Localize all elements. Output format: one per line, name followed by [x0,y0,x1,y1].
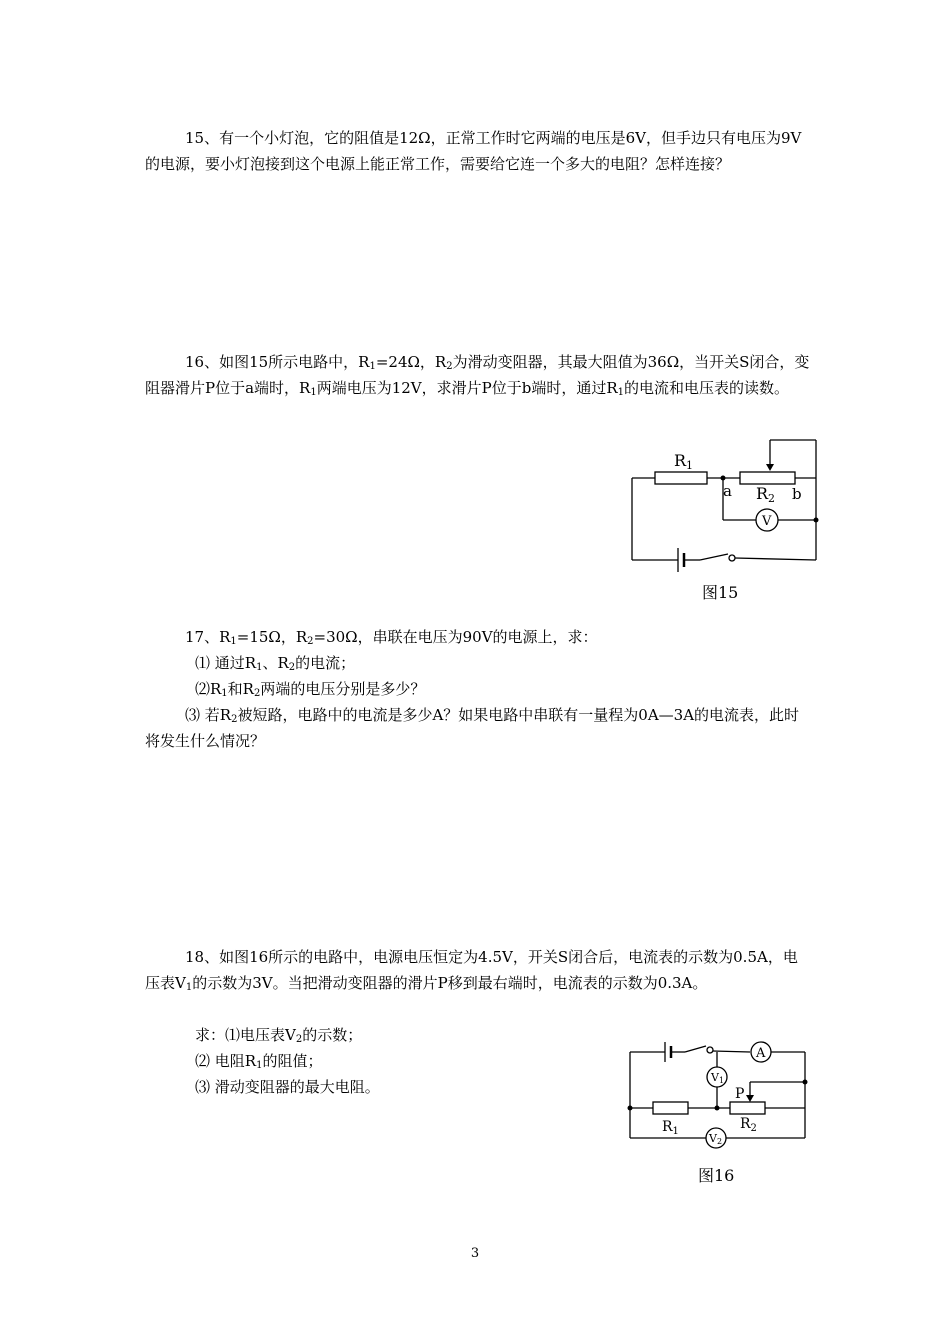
resistor-r2 [730,1102,765,1114]
r1-label: $R_1$ [662,1119,679,1137]
slider-p-label: P [735,1086,745,1102]
question-16: 16、如图15所示电路中，$R_1=24\Omega$，$R_2$为滑动变阻器，其最大阻值为36Ω，当开关S闭合，变阻器滑片P位于a端时，$R_1$两端电压为12V，求滑片P位于b端时，通过$R_1$的电流和电压表的读数。 [145,353,810,398]
figure-16-circuit [620,1038,820,1193]
resistor-r2 [740,472,795,484]
question-18-part-2: ⑵ 电阻$R_1$的阻值； [195,1052,323,1071]
figure-16-caption: 图16 [698,1166,735,1185]
question-18-part-1: 求：⑴电压表$V_2$的示数； [195,1026,363,1045]
v2-label: V2 [709,1132,723,1146]
voltmeter-label: V [762,514,772,529]
ammeter-label: A [756,1046,766,1061]
resistor-r1 [653,1102,688,1114]
label-r1: R1 [674,451,694,472]
label-a: a [723,482,732,500]
figure-15-caption: 图15 [702,583,739,602]
v1-label: V1 [711,1071,725,1085]
figure-15-circuit [620,435,830,605]
r2-label: $R_2$ [740,1116,757,1134]
question-18-part-3: ⑶ 滑动变阻器的最大电阻。 [195,1078,380,1096]
resistor-r1 [655,472,707,484]
question-17-stem: 17、$R_1=15\Omega$，$R_2=30\Omega$，串联在电压为90V的电源上，求： [185,628,598,647]
label-b: b [792,485,802,503]
question-17-part-1: ⑴ 通过$R_1$、$R_2$的电流； [195,654,356,673]
question-15: 15、有一个小灯泡，它的阻值是12Ω，正常工作时它两端的电压是6V，但手边只有电压为9V的电源，要小灯泡接到这个电源上能正常工作，需要给它连一个多大的电阻？怎样连接？ [145,129,802,173]
label-r2: R2 [756,484,776,505]
question-17-part-3: ⑶ 若$R_2$被短路，电路中的电流是多少A？如果电路中串联有一量程为0A—3A的电流表，此时将发生什么情况？ [145,706,800,750]
page-number: 3 [470,1246,480,1261]
question-17-part-2: $⑵R_1$和$R_2$两端的电压分别是多少？ [195,680,426,699]
question-18-stem: 18、如图16所示的电路中，电源电压恒定为4.5V，开关S闭合后，电流表的示数为0.5A，电压表$V_1$的示数为3V。当把滑动变阻器的滑片P移到最右端时，电流表的示数为0.3A。 [145,948,798,993]
